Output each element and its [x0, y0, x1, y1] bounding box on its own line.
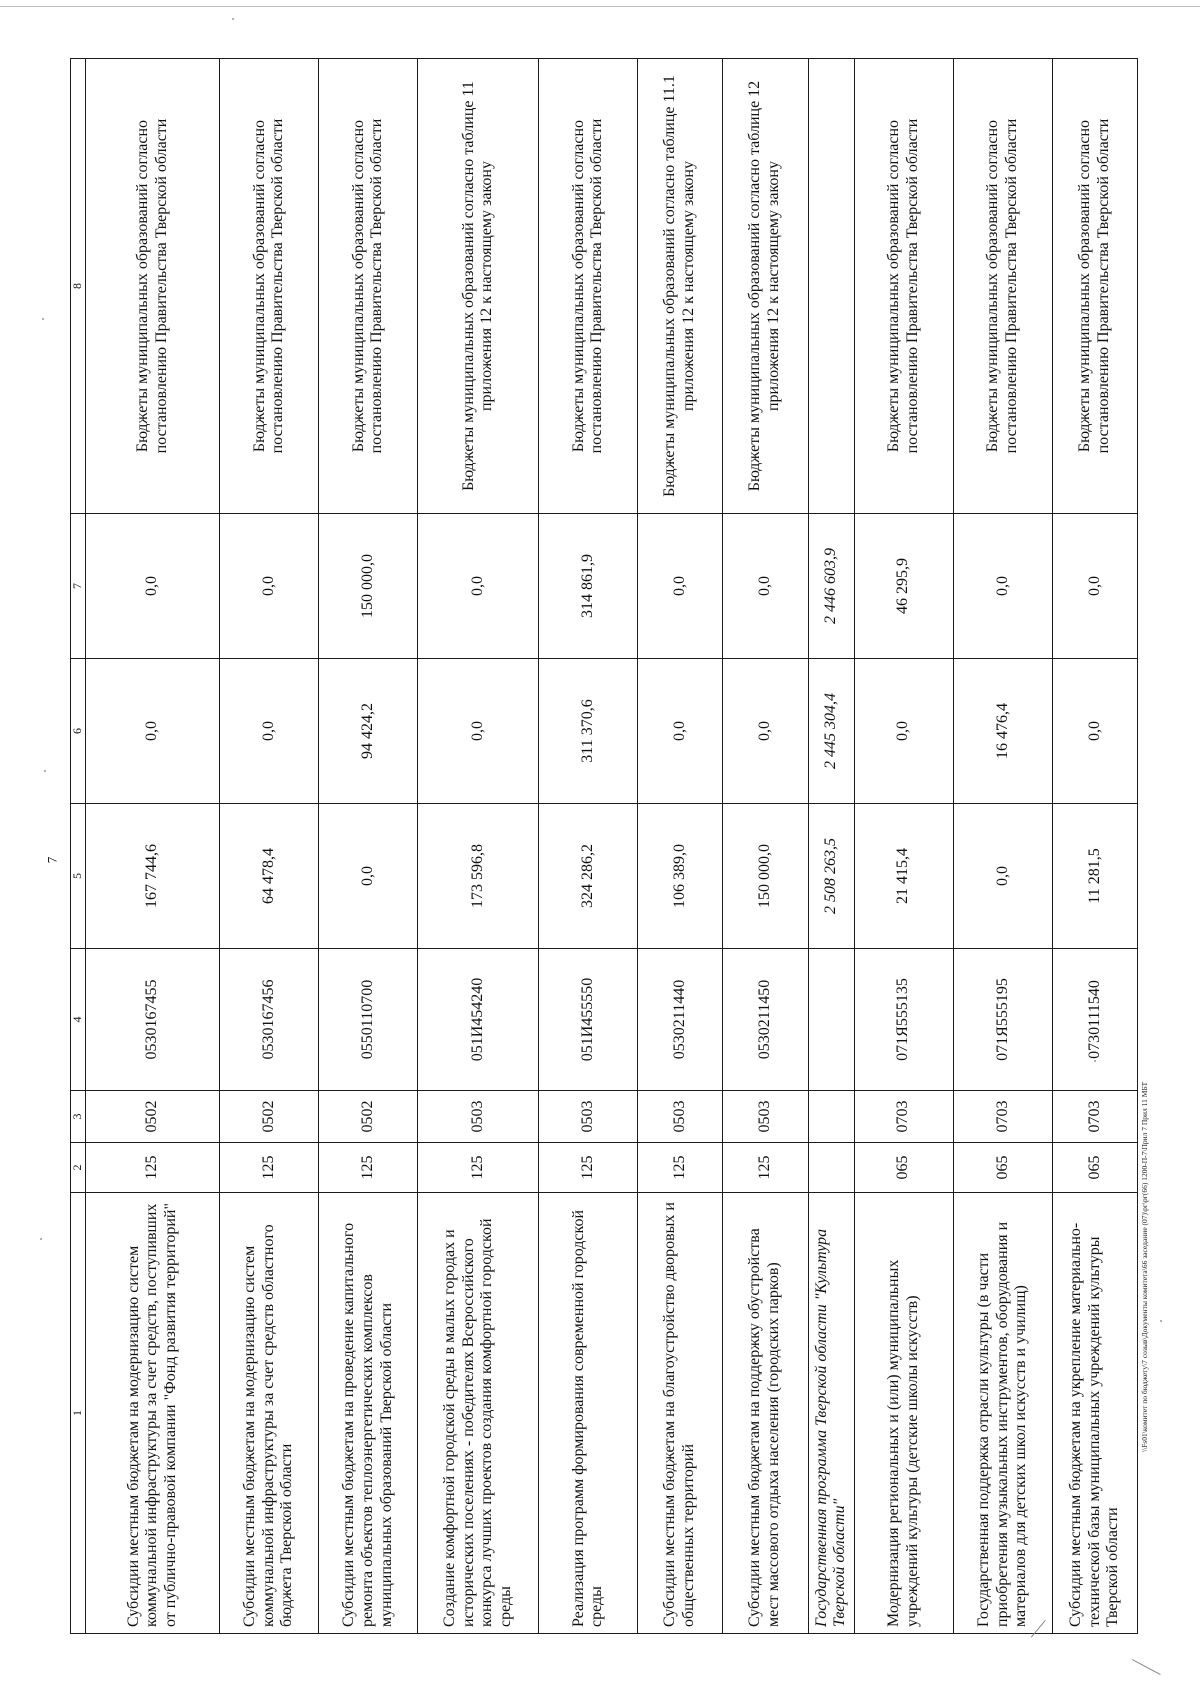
row-recipient: Бюджеты муниципальных образований согласно таблице 12 приложения 12 к настоящему закону [722, 59, 808, 514]
row-target-article: 0530167455 [86, 949, 220, 1091]
row-amount-year-1: 167 744,6 [86, 804, 220, 949]
rotated-table-container [70, 59, 1138, 1634]
row-target-article: 0530211450 [722, 949, 808, 1091]
row-gr-code: 125 [86, 1143, 220, 1193]
column-number: 1 [71, 1193, 86, 1634]
row-amount-year-3: 0,0 [220, 514, 319, 659]
row-target-article: 0550110700 [319, 949, 418, 1091]
row-recipient: Бюджеты муниципальных образований согласно постановлению Правительства Тверской области [220, 59, 319, 514]
row-target-article: 071Я555195 [953, 949, 1052, 1091]
row-recipient: Бюджеты муниципальных образований согласно таблице 11.1 приложения 12 к настоящему закону [638, 59, 722, 514]
scan-speck [40, 1238, 42, 1240]
row-gr-code [808, 1143, 854, 1193]
row-amount-year-1: 21 415,4 [854, 804, 953, 949]
column-number: 6 [71, 659, 86, 804]
row-target-article: 0530167456 [220, 949, 319, 1091]
row-amount-year-3: 0,0 [722, 514, 808, 659]
table-row [1052, 59, 1137, 1634]
row-gr-code: 065 [854, 1143, 953, 1193]
column-number: 4 [71, 949, 86, 1091]
row-amount-year-1: 324 286,2 [539, 804, 638, 949]
row-section-code: 0703 [854, 1091, 953, 1143]
row-section-code: 0503 [418, 1091, 539, 1143]
row-amount-year-3: 46 295,9 [854, 514, 953, 659]
table-row [539, 59, 638, 1634]
row-amount-year-2: 94 424,2 [319, 659, 418, 804]
row-amount-year-3: 150 000,0 [319, 514, 418, 659]
table-row [808, 59, 854, 1634]
row-name: Субсидии местным бюджетам на благоустройство дворовых и общественных территорий [638, 1193, 722, 1634]
table-row [854, 59, 953, 1634]
row-section-code [808, 1091, 854, 1143]
row-amount-year-1: 0,0 [953, 804, 1052, 949]
row-amount-year-2: 0,0 [220, 659, 319, 804]
row-name: Субсидии местным бюджетам на укрепление материально-технической базы муниципальных учреждений культуры Тверской области [1052, 1193, 1137, 1634]
scan-speck [1160, 1320, 1162, 1322]
row-amount-year-3: 314 861,9 [539, 514, 638, 659]
row-amount-year-1: 2 508 263,5 [808, 804, 854, 949]
row-gr-code: 125 [638, 1143, 722, 1193]
scan-speck [232, 18, 234, 20]
row-amount-year-1: 106 389,0 [638, 804, 722, 949]
row-amount-year-1: 64 478,4 [220, 804, 319, 949]
table-body [71, 59, 1138, 1634]
row-recipient: Бюджеты муниципальных образований согласно постановлению Правительства Тверской области [86, 59, 220, 514]
row-gr-code: 065 [953, 1143, 1052, 1193]
row-target-article: 071Я555135 [854, 949, 953, 1091]
scan-speck [1094, 1060, 1096, 1062]
row-amount-year-3: 2 446 603,9 [808, 514, 854, 659]
table-row [638, 59, 722, 1634]
row-name: Государственная поддержка отрасли культуры (в части приобретения музыкальных инструментов, оборудования и материалов для детских школ искусств и училищ) [953, 1193, 1052, 1634]
scan-edge [0, 0, 1200, 7]
column-number: 7 [71, 514, 86, 659]
table-row [953, 59, 1052, 1634]
row-amount-year-2: 0,0 [854, 659, 953, 804]
row-name: Создание комфортной городской среды в малых городах и исторических поселениях - победителях Всероссийского конкурса лучших проектов создания комфортной городской среды [418, 1193, 539, 1634]
row-target-article: 051И455550 [539, 949, 638, 1091]
row-amount-year-2: 311 370,6 [539, 659, 638, 804]
row-amount-year-3: 0,0 [86, 514, 220, 659]
column-number: 2 [71, 1143, 86, 1193]
row-target-article [808, 949, 854, 1091]
row-recipient: Бюджеты муниципальных образований согласно таблице 11 приложения 12 к настоящему закону [418, 59, 539, 514]
row-section-code: 0703 [953, 1091, 1052, 1143]
row-amount-year-3: 0,0 [953, 514, 1052, 659]
row-amount-year-1: 0,0 [319, 804, 418, 949]
footer-file-path: \\Fs01\комитет по бюджету\7 созыв\Документы комитета\66 заседание (07)\рг\рг(66) 1200-П-7\Прил 7 Прил 11 МБТ [1140, 1081, 1149, 1452]
row-name: Субсидии местным бюджетам на поддержку обустройства мест массового отдыха населения (городских парков) [722, 1193, 808, 1634]
row-section-code: 0503 [539, 1091, 638, 1143]
row-target-article: 051И454240 [418, 949, 539, 1091]
table-row [722, 59, 808, 1634]
column-number: 5 [71, 804, 86, 949]
row-section-code: 0503 [638, 1091, 722, 1143]
row-recipient: Бюджеты муниципальных образований согласно постановлению Правительства Тверской области [539, 59, 638, 514]
row-amount-year-3: 0,0 [418, 514, 539, 659]
row-gr-code: 065 [1052, 1143, 1137, 1193]
row-amount-year-3: 0,0 [638, 514, 722, 659]
row-recipient: Бюджеты муниципальных образований согласно постановлению Правительства Тверской области [319, 59, 418, 514]
row-amount-year-2: 0,0 [86, 659, 220, 804]
table-row [418, 59, 539, 1634]
row-section-code: 0502 [319, 1091, 418, 1143]
column-number: 3 [71, 1091, 86, 1143]
scan-speck [42, 318, 44, 320]
row-section-code: 0502 [86, 1091, 220, 1143]
row-name: Субсидии местным бюджетам на проведение капитального ремонта объектов теплоэнергетических комплексов муниципальных образований Тверской области [319, 1193, 418, 1634]
row-recipient [808, 59, 854, 514]
column-number: 8 [71, 59, 86, 514]
row-recipient: Бюджеты муниципальных образований согласно постановлению Правительства Тверской области [953, 59, 1052, 514]
row-amount-year-3: 0,0 [1052, 514, 1137, 659]
row-name: Реализация программ формирования современной городской среды [539, 1193, 638, 1634]
row-recipient: Бюджеты муниципальных образований согласно постановлению Правительства Тверской области [854, 59, 953, 514]
row-amount-year-2: 0,0 [638, 659, 722, 804]
row-amount-year-2: 0,0 [1052, 659, 1137, 804]
row-target-article: 0730111540 [1052, 949, 1137, 1091]
scan-mark [1132, 1659, 1161, 1675]
row-section-code: 0503 [722, 1091, 808, 1143]
row-name: Субсидии местным бюджетам на модернизацию систем коммунальной инфраструктуры за счет средств областного бюджета Тверской области [220, 1193, 319, 1634]
row-gr-code: 125 [722, 1143, 808, 1193]
row-name: Субсидии местным бюджетам на модернизацию систем коммунальной инфраструктуры за счет средств, поступивших от публично-правовой компании "Фонд развития территорий" [86, 1193, 220, 1634]
table-row [220, 59, 319, 1634]
table-row [319, 59, 418, 1634]
row-name: Государственная программа Тверской области "Культура Тверской области" [808, 1193, 854, 1634]
row-amount-year-1: 11 281,5 [1052, 804, 1137, 949]
row-recipient: Бюджеты муниципальных образований согласно постановлению Правительства Тверской области [1052, 59, 1137, 514]
row-section-code: 0502 [220, 1091, 319, 1143]
row-gr-code: 125 [220, 1143, 319, 1193]
row-name: Модернизация региональных и (или) муниципальных учреждений культуры (детские школы искусств) [854, 1193, 953, 1634]
row-amount-year-2: 2 445 304,4 [808, 659, 854, 804]
row-amount-year-2: 0,0 [722, 659, 808, 804]
column-number-header [71, 59, 86, 1634]
row-section-code: 0703 [1052, 1091, 1137, 1143]
row-amount-year-1: 150 000,0 [722, 804, 808, 949]
row-amount-year-2: 0,0 [418, 659, 539, 804]
page-number: 7 [44, 856, 60, 864]
row-amount-year-2: 16 476,4 [953, 659, 1052, 804]
row-amount-year-1: 173 596,8 [418, 804, 539, 949]
row-target-article: 0530211440 [638, 949, 722, 1091]
row-gr-code: 125 [319, 1143, 418, 1193]
table-row [86, 59, 220, 1634]
scan-speck [44, 770, 46, 772]
budget-table [70, 58, 1138, 1634]
row-gr-code: 125 [539, 1143, 638, 1193]
row-gr-code: 125 [418, 1143, 539, 1193]
